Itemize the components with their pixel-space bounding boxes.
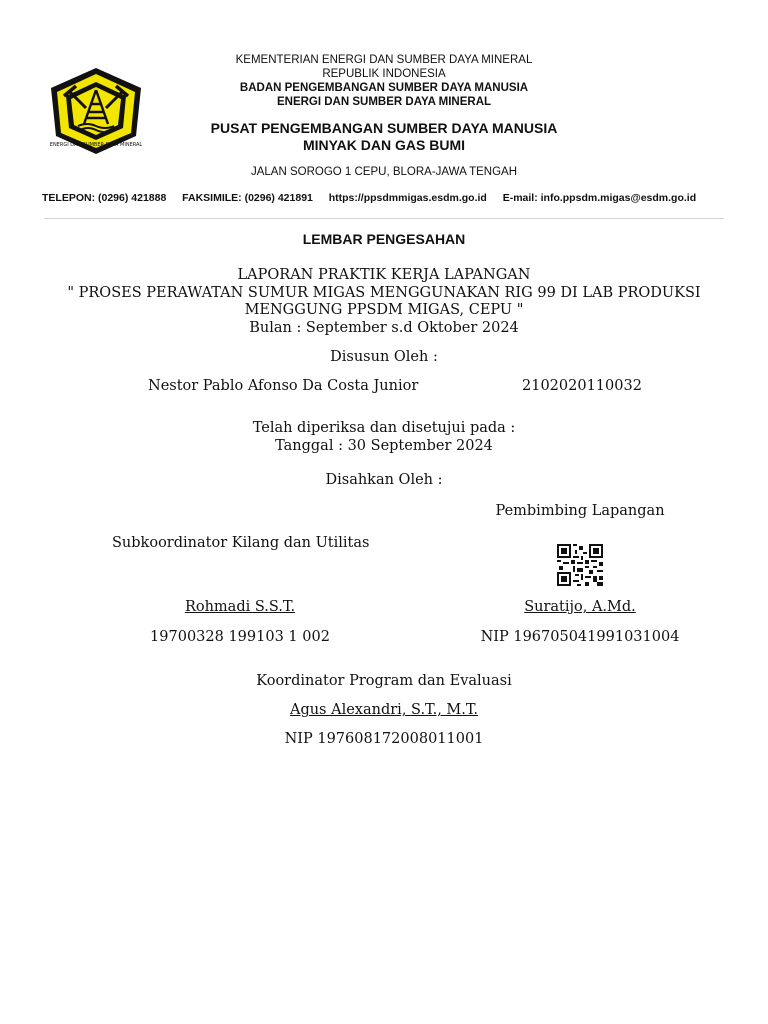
- approved-by-label: Disahkan Oleh :: [325, 472, 443, 488]
- country-name: REPUBLIK INDONESIA: [322, 68, 446, 80]
- fax: FAKSIMILE: (0296) 421891: [182, 192, 313, 204]
- organization-title: [160, 120, 608, 154]
- logo-text: ENERGI DAN SUMBER DAYA MINERAL: [49, 142, 143, 148]
- subcoordinator-name: Rohmadi S.S.T.: [184, 599, 296, 615]
- qr-code-icon: [557, 544, 603, 586]
- report-type: LAPORAN PRAKTIK KERJA LAPANGAN: [237, 267, 531, 283]
- supervisor-nip: NIP 196705041991031004: [480, 629, 680, 645]
- address: JALAN SOROGO 1 CEPU, BLORA-JAWA TENGAH: [250, 166, 518, 178]
- checked-label: Telah diperiksa dan disetujui pada :: [252, 420, 516, 436]
- ministry-name: KEMENTERIAN ENERGI DAN SUMBER DAYA MINERAL: [235, 54, 533, 66]
- report-block: [40, 267, 728, 337]
- org-line-1: PUSAT PENGEMBANGAN SUMBER DAYA MANUSIA: [210, 120, 558, 136]
- prepared-by-label: Disusun Oleh :: [330, 349, 438, 365]
- subcoordinator-role: Subkoordinator Kilang dan Utilitas: [112, 535, 370, 551]
- author-id: 2102020110032: [522, 378, 642, 394]
- header-divider: [44, 218, 724, 219]
- author-name: Nestor Pablo Afonso Da Costa Junior: [148, 378, 419, 394]
- coordinator-role: Koordinator Program dan Evaluasi: [256, 673, 512, 689]
- report-title-1: " PROSES PERAWATAN SUMUR MIGAS MENGGUNAKAN RIG 99 DI LAB PRODUKSI: [67, 284, 701, 301]
- phone: TELEPON: (0296) 421888: [42, 192, 167, 204]
- report-period: Bulan : September s.d Oktober 2024: [249, 319, 519, 336]
- org-line-2: MINYAK DAN GAS BUMI: [302, 137, 466, 153]
- email-link[interactable]: E-mail: info.ppsdm.migas@esdm.go.id: [502, 192, 697, 204]
- approval-block: [160, 420, 608, 455]
- field-supervisor-role: Pembimbing Lapangan: [495, 503, 665, 519]
- agency-name-2: ENERGI DAN SUMBER DAYA MINERAL: [276, 96, 492, 108]
- letterhead: [160, 53, 608, 109]
- supervisor-name: Suratijo, A.Md.: [524, 599, 636, 615]
- subcoordinator-nip: 19700328 199103 1 002: [150, 629, 330, 645]
- approval-date: Tanggal : 30 September 2024: [275, 437, 493, 454]
- agency-name: BADAN PENGEMBANGAN SUMBER DAYA MANUSIA: [239, 82, 529, 94]
- coordinator-nip: NIP 197608172008011001: [284, 731, 484, 747]
- contact-line: [42, 192, 732, 204]
- coordinator-name: Agus Alexandri, S.T., M.T.: [289, 702, 479, 718]
- esdm-logo-icon: [46, 66, 146, 156]
- website-link[interactable]: https://ppsdmmigas.esdm.go.id: [328, 192, 487, 204]
- document-title: LEMBAR PENGESAHAN: [302, 231, 466, 247]
- report-title-2: MENGGUNG PPSDM MIGAS, CEPU ": [244, 302, 524, 318]
